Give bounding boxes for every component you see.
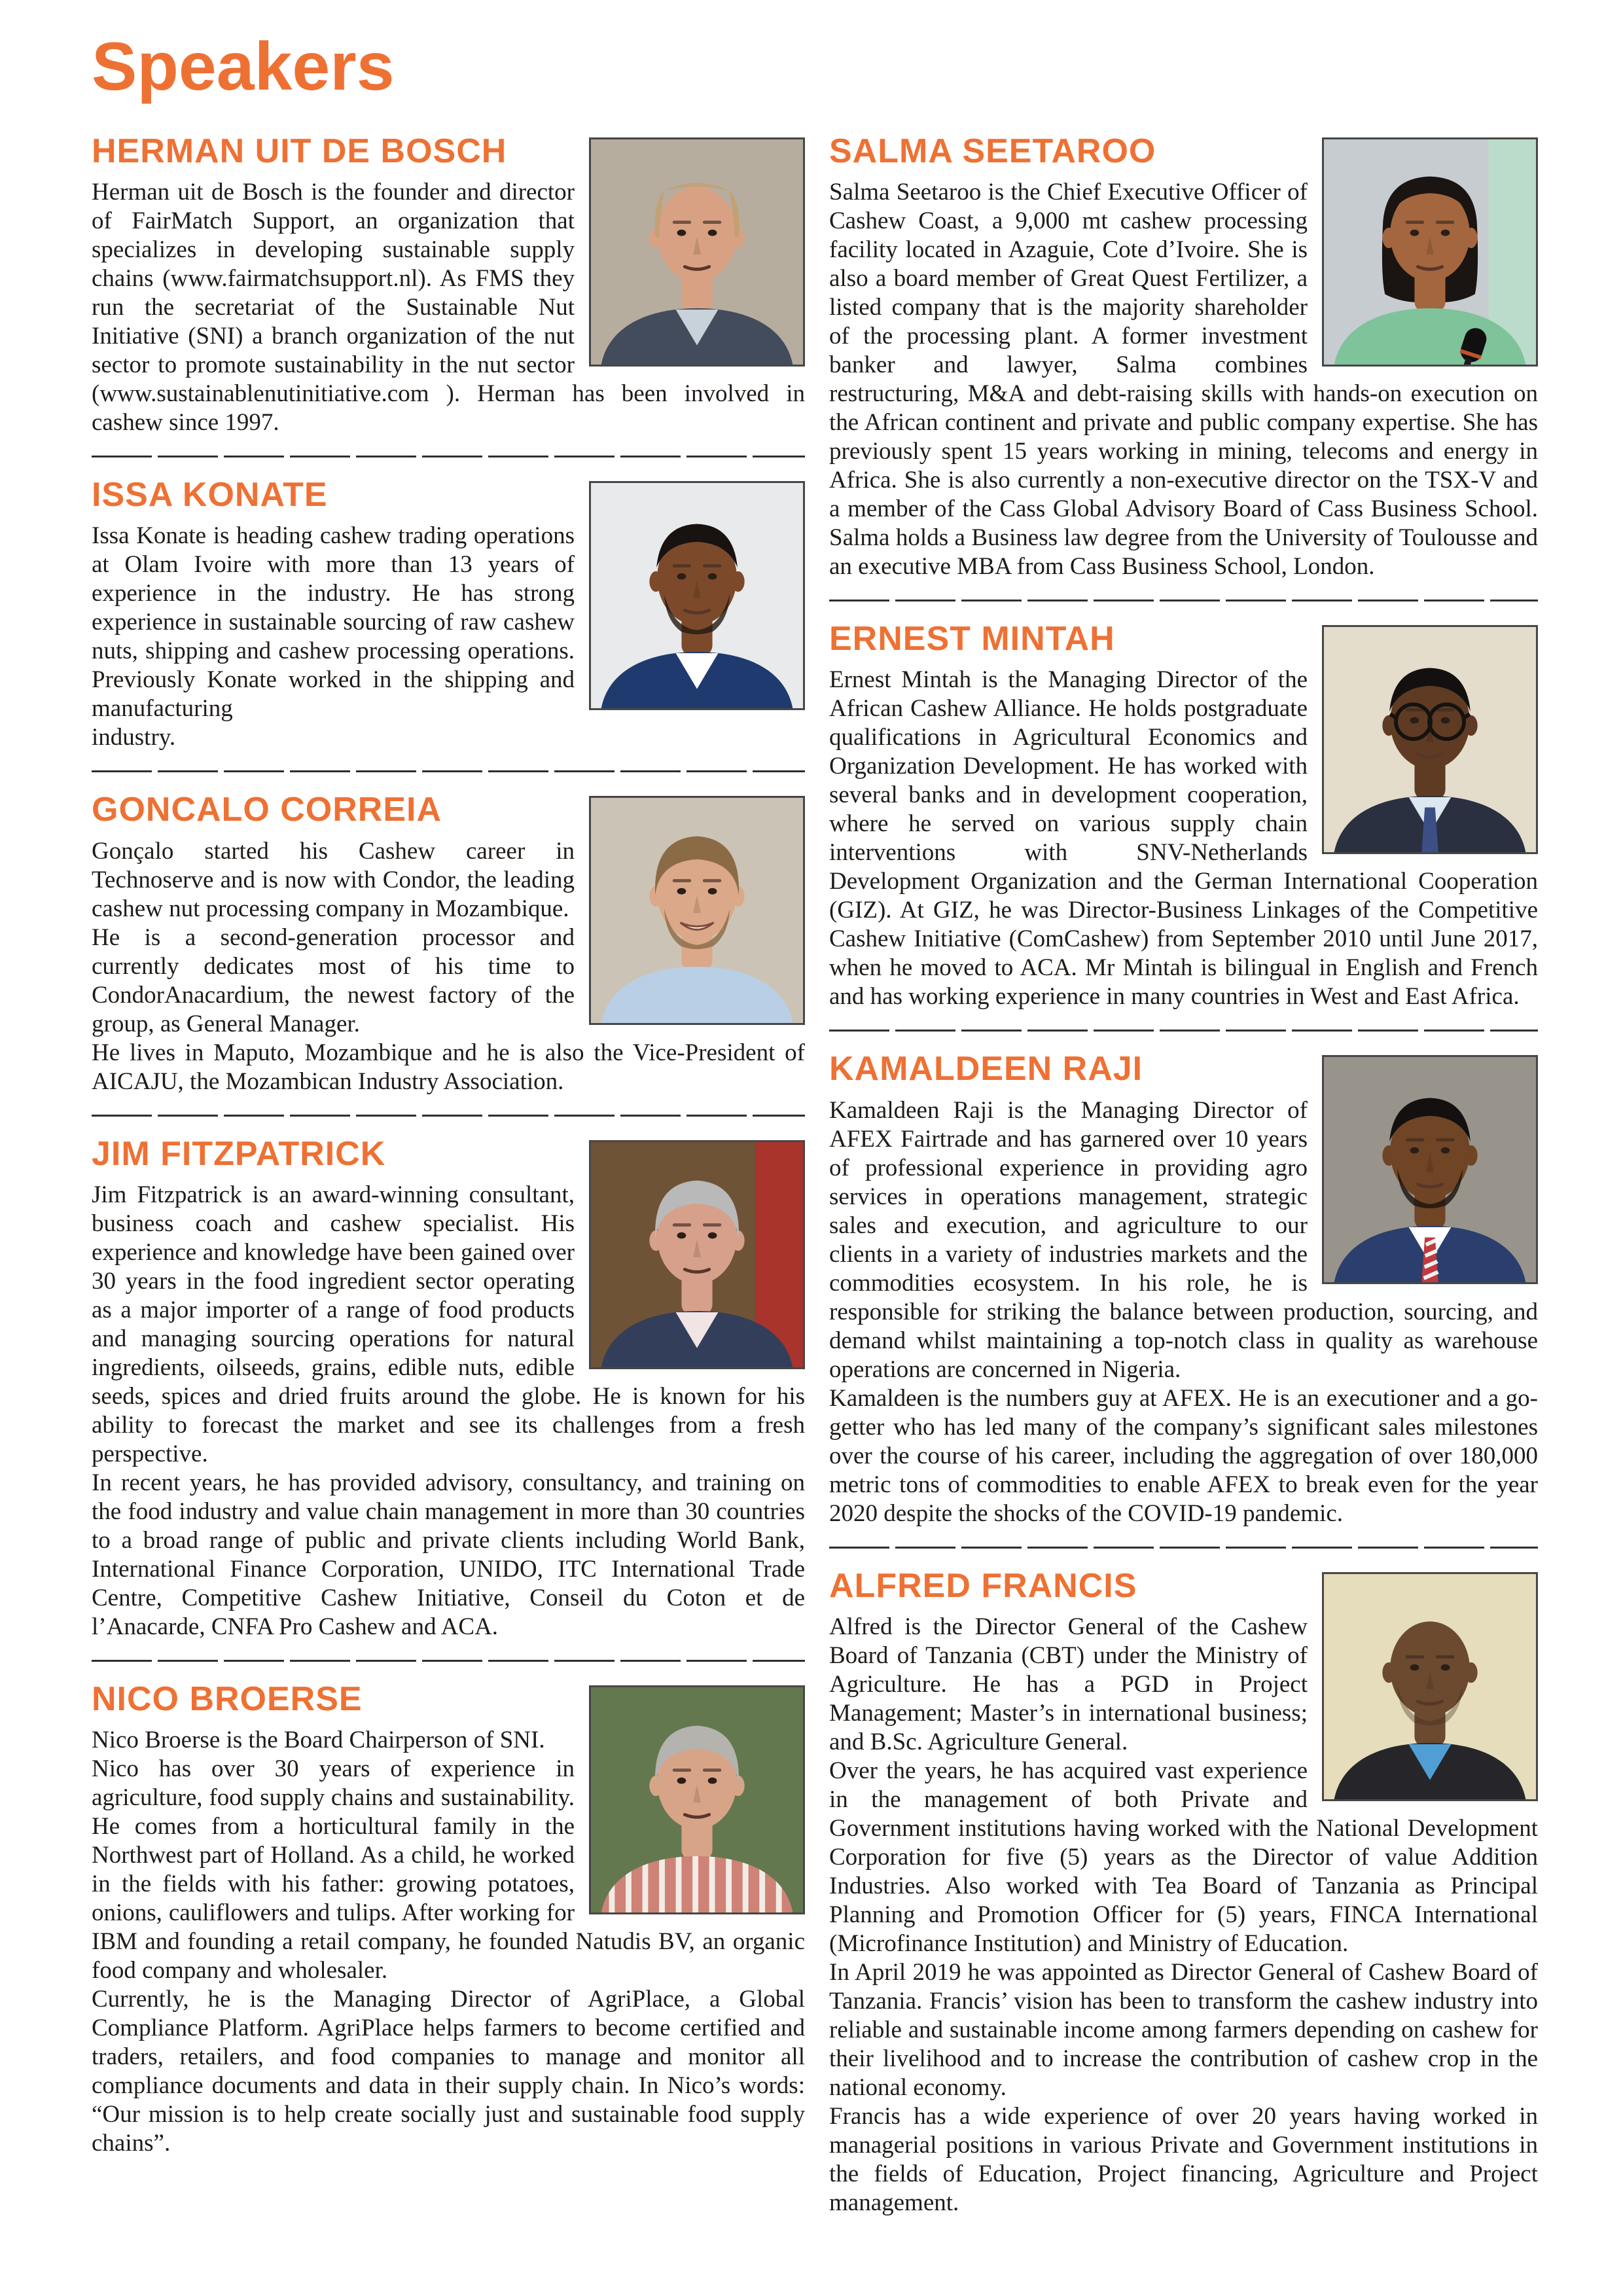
speaker-name-heading: GONCALO CORREIA xyxy=(92,791,442,829)
left-column xyxy=(92,134,805,2157)
speaker-section xyxy=(829,1568,1538,2217)
speaker-bio-paragraph: Herman uit de Bosch is the founder and director of FairMatch Support, an organization that specializes in developing sustainable supply chains (www.fairmatchsupport.nl). As FMS they run the secretariat of the Sustainable Nut Initiative (SNI) a branch organization of the nut sector to promote sustainability in the nut sector (www.sustainablenutinitiative.com ). Herman has been involved in cashew since 1997. xyxy=(92,179,805,437)
speaker-section xyxy=(829,134,1538,581)
speaker-name-heading: SALMA SEETAROO xyxy=(829,132,1156,171)
speaker-name-heading: NICO BROERSE xyxy=(92,1679,363,1718)
speaker-bio-paragraph: Kamaldeen is the numbers guy at AFEX. He is an executioner and a go-getter who has led many of the company’s significant sales milestones over the course of his career, including the aggregation of over 180,000 metric tons of commodities to enable AFEX to break even for the year 2020 despite the shocks of the COVID-19 pandemic. xyxy=(829,1384,1538,1527)
speaker-bio-paragraph: Salma Seetaroo is the Chief Executive Officer of Cashew Coast, a 9,000 mt cashew processing facility located in Azaguie, Cote d’Ivoire. She is also a board member of Great Quest Fertilizer, a listed company that is the majority shareholder of the processing plant. A former investment banker and lawyer, Salma combines restructuring, M&A and debt-raising skills with hands-on execution on the African continent and private and public company expertise. She has previously spent 15 years working in mining, telecoms and energy in Africa. She is also currently a non-executive director on the TSX-V and a member of the Cass Global Advisory Board of Cass Business School. Salma holds a Business law degree from the University of Toulousse and an executive MBA from Cass Business School, London. xyxy=(829,179,1538,581)
speaker-bio-paragraph: Jim Fitzpatrick is an award-winning consultant, business coach and cashew specialist. His experience and knowledge have been gained over 30 years in the food ingredient sector operating as a major importer of a range of food products and managing sourcing operations for natural ingredients, oilseeds, grains, edible nuts, edible seeds, spices and dried fruits around the globe. He is known for his ability to forecast the market and see its challenges from a fresh perspective. xyxy=(92,1181,805,1467)
speaker-name-heading: ERNEST MINTAH xyxy=(829,620,1115,658)
section-separator xyxy=(829,1030,1538,1031)
speaker-name-heading: ISSA KONATE xyxy=(92,476,328,514)
speaker-section xyxy=(92,1136,805,1641)
speaker-name-heading: HERMAN UIT DE BOSCH xyxy=(92,132,507,171)
right-column xyxy=(829,134,1538,2217)
section-separator xyxy=(829,1547,1538,1549)
speaker-section xyxy=(92,1681,805,2158)
speaker-bio-paragraph: Nico Broerse is the Board Chairperson of SNI. xyxy=(92,1726,545,1753)
page-title: Speakers xyxy=(92,29,395,105)
speaker-section xyxy=(829,621,1538,1011)
speaker-photo xyxy=(1322,1572,1538,1801)
speaker-section xyxy=(92,134,805,437)
speaker-photo xyxy=(1322,625,1538,854)
speaker-name-heading: ALFRED FRANCIS xyxy=(829,1566,1137,1605)
speaker-section xyxy=(92,792,805,1096)
section-separator xyxy=(92,1660,805,1662)
speaker-bio-paragraph: Kamaldeen Raji is the Managing Director of AFEX Fairtrade and has garnered over 10 years of professional experience in providing agro services in operations management, strategic sales and execution, and agriculture to our clients in a variety of industries markets and the commodities ecosystem. In his role, he is responsible for striking the balance between production, sourcing, and demand whilst maintaining a top-notch class in quality as warehouse operations are concerned in Nigeria. xyxy=(829,1096,1538,1383)
section-separator xyxy=(92,1115,805,1117)
speaker-photo xyxy=(589,1685,805,1914)
speaker-bio-paragraph: Alfred is the Director General of the Cashew Board of Tanzania (CBT) under the Ministry of Agriculture. He has a PGD in Project Management; Master’s in international business; and B.Sc. Agriculture General. xyxy=(829,1613,1308,1755)
speaker-name-heading: KAMALDEEN RAJI xyxy=(829,1050,1143,1088)
speaker-photo xyxy=(589,137,805,367)
speaker-photo xyxy=(589,481,805,710)
speaker-bio-paragraph: Over the years, he has acquired vast experience in the management of both Private and Government institutions having worked with the National Development Corporation for five (5) years as the Director of value Addition Industries. Also worked with Tea Board of Tanzania as Principal Planning and Promotion Officer for (5) years, FINCA International (Microfinance Institution) and Ministry of Education. xyxy=(829,1757,1538,1957)
speaker-bio-paragraph: Currently, he is the Managing Director of AgriPlace, a Global Compliance Platform. AgriPlace helps farmers to become certified and traders, retailers, and food companies to manage and monitor all compliance documents and data in their supply chain. In Nico’s words: “Our mission is to help create socially just and sustainable food supply chains”. xyxy=(92,1985,805,2157)
speaker-bio-paragraph: Gonçalo started his Cashew career in Technoserve and is now with Condor, the leading cashew nut processing company in Mozambique. xyxy=(92,837,575,922)
speaker-bio-paragraph: industry. xyxy=(92,724,176,751)
speaker-bio-paragraph: He is a second-generation processor and currently dedicates most of his time to CondorAnacardium, the newest factory of the group, as General Manager. xyxy=(92,924,575,1037)
speaker-photo xyxy=(589,1140,805,1369)
speaker-bio-paragraph: Nico has over 30 years of experience in agriculture, food supply chains and sustainability. He comes from a horticultural family in the Northwest part of Holland. As a child, he worked in the fields with his father: growing potatoes, onions, cauliflowers and tulips. After working for IBM and founding a retail company, he founded Natudis BV, an organic food company and wholesaler. xyxy=(92,1755,805,1984)
section-separator xyxy=(829,600,1538,601)
speaker-section xyxy=(92,477,805,752)
section-separator xyxy=(92,456,805,457)
section-separator xyxy=(92,770,805,772)
speaker-bio-paragraph: Francis has a wide experience of over 20 years having worked in managerial positions in various Private and Government institutions in the fields of Education, Project financing, Agriculture and Project management. xyxy=(829,2102,1538,2216)
speaker-name-heading: JIM FITZPATRICK xyxy=(92,1134,386,1173)
speaker-columns xyxy=(92,134,1538,2217)
speaker-bio-paragraph: Ernest Mintah is the Managing Director of the African Cashew Alliance. He holds postgraduate qualifications in Agricultural Economics and Organization Development. He has worked with several banks and in development cooperation, where he served on various supply chain interventions with SNV-Netherlands Development Organization and the German International Cooperation (GIZ). At GIZ, he was Director-Business Linkages of the Competitive Cashew Initiative (ComCashew) from September 2010 until June 2017, when he moved to ACA. Mr Mintah is bilingual in English and French and has working experience in many countries in West and East Africa. xyxy=(829,666,1538,1011)
speaker-bio-paragraph: In recent years, he has provided advisory, consultancy, and training on the food industry and value chain management in more than 30 countries to a broad range of public and private clients including World Bank, International Finance Corporation, UNIDO, ITC International Trade Centre, Competitive Cashew Initiative, Conseil du Coton et de l’Anacarde, CNFA Pro Cashew and ACA. xyxy=(92,1469,805,1640)
speaker-photo xyxy=(1322,1055,1538,1284)
speaker-bio-paragraph: In April 2019 he was appointed as Director General of Cashew Board of Tanzania. Francis’ vision has been to transform the cashew industry into reliable and sustainable income among farmers depending on cashew for their livelihood and to increase the contribution of cashew crop in the national economy. xyxy=(829,1958,1538,2101)
speaker-bio-paragraph: Issa Konate is heading cashew trading operations at Olam Ivoire with more than 13 years of experience in the industry. He has strong experience in sustainable sourcing of raw cashew nuts, shipping and cashew processing operations. Previously Konate worked in the shipping and manufacturing xyxy=(92,522,575,723)
speaker-bio-paragraph: He lives in Maputo, Mozambique and he is also the Vice-President of AICAJU, the Mozambican Industry Association. xyxy=(92,1039,805,1095)
speaker-photo xyxy=(589,796,805,1025)
speaker-photo xyxy=(1322,137,1538,367)
speaker-section xyxy=(829,1051,1538,1528)
